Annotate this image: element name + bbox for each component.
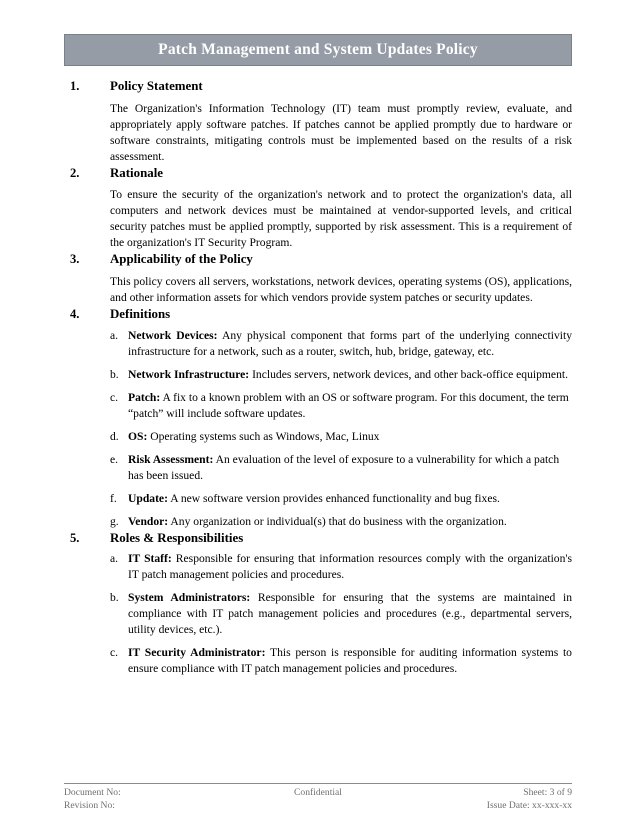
section-applicability <box>0 251 640 306</box>
section-heading <box>0 165 640 182</box>
section-number: 3. <box>70 252 80 267</box>
list-item-desc: Operating systems such as Windows, Mac, Linux <box>147 429 380 443</box>
list-item-desc: Responsible for ensuring that the systems are maintained in compliance with IT patch management policies and procedures (e.g., departmental servers, utility devices, etc.). <box>128 591 573 637</box>
list-item-desc: This person is responsible for auditing information systems to ensure compliance with IT patch management policies and procedures. <box>128 646 572 676</box>
footer-row-bottom <box>64 800 572 813</box>
section-heading <box>0 251 640 268</box>
list-item-text <box>128 645 572 677</box>
list-item-text <box>128 514 572 530</box>
footer-revision-no: Revision No: <box>64 799 115 811</box>
footer-issue-date: Issue Date: xx-xxx-xx <box>486 799 573 811</box>
list-item <box>110 328 572 360</box>
document-title-banner <box>64 34 572 66</box>
page-title: Patch Management and System Updates Policy <box>158 41 478 59</box>
list-item-term: IT Security Administrator: <box>128 646 266 660</box>
list-item-desc: An evaluation of the level of exposure to a vulnerability for which a patch has been issued. <box>128 452 560 482</box>
section-title: Roles & Responsibilities <box>110 530 244 545</box>
list-item-letter: d. <box>110 429 119 443</box>
list-item <box>110 645 572 677</box>
list-item-term: Vendor: <box>128 514 169 528</box>
section-policy-statement <box>0 78 640 165</box>
list-item-term: Network Infrastructure: <box>128 367 250 381</box>
list-item-text <box>128 328 572 360</box>
section-title: Rationale <box>110 165 163 180</box>
list-item-letter: a. <box>110 552 119 566</box>
section-title: Definitions <box>110 307 171 322</box>
list-item-desc: A new software version provides enhanced functionality and bug fixes. <box>167 491 500 505</box>
list-item-term: System Administrators: <box>128 591 251 605</box>
list-item-term: Network Devices: <box>128 328 218 342</box>
list-item <box>110 390 572 422</box>
list-item-letter: b. <box>110 591 119 605</box>
list-item-term: Update: <box>128 491 168 505</box>
list-item-text <box>128 429 572 445</box>
section-heading <box>0 306 640 323</box>
section-definitions <box>0 306 640 530</box>
footer-sheet-number: Sheet: 3 of 9 <box>523 787 573 798</box>
list-item-letter: c. <box>110 390 119 404</box>
list-item-text <box>128 590 572 638</box>
list-item-letter: a. <box>110 328 119 342</box>
list-item-text <box>128 367 572 383</box>
list-item-letter: f. <box>110 491 117 505</box>
list-item-letter: c. <box>110 646 119 660</box>
list-item <box>110 514 572 530</box>
definitions-list <box>110 328 572 530</box>
list-item-term: IT Staff: <box>128 552 172 566</box>
list-item <box>110 551 572 583</box>
list-item-text <box>128 551 572 583</box>
list-item-letter: g. <box>110 514 119 528</box>
list-item-desc: Responsible for ensuring that information resources comply with the organization's IT patch management policies and procedures. <box>128 552 572 582</box>
list-item-desc: Any physical component that forms part of the underlying connectivity infrastructure for a network, such as a router, switch, hub, bridge, gateway, etc. <box>128 328 572 358</box>
section-heading <box>0 78 640 95</box>
list-item-term: OS: <box>128 429 148 443</box>
section-title: Applicability of the Policy <box>110 252 253 267</box>
section-number: 1. <box>70 79 80 93</box>
list-item-desc: Any organization or individual(s) that do business with the organization. <box>168 514 507 528</box>
section-title: Policy Statement <box>110 79 203 93</box>
list-item-desc: Includes servers, network devices, and other back-office equipment. <box>249 367 568 381</box>
section-number: 4. <box>70 307 80 322</box>
list-item-letter: b. <box>110 367 119 381</box>
section-roles-responsibilities <box>0 530 640 678</box>
page-footer <box>64 783 572 813</box>
roles-list <box>110 551 572 677</box>
list-item-text <box>128 390 572 422</box>
section-body: The Organization's Information Technology (IT) team must promptly review, evaluate, and appropriately apply software patches. If patches cannot be applied promptly due to hardware or software constraints, mitigating controls must be implemented based on the results of a risk assessment. <box>110 101 572 163</box>
footer-center-spacer <box>232 800 405 813</box>
list-item-term: Risk Assessment: <box>128 452 214 466</box>
footer-row-top <box>64 787 572 800</box>
section-heading <box>0 530 640 547</box>
list-item-text <box>128 452 572 484</box>
list-item <box>110 491 572 507</box>
list-item <box>110 367 572 383</box>
section-body: This policy covers all servers, workstations, network devices, operating systems (OS), applications, and other information assets for which vendors provide system patches or security updates. <box>110 275 572 305</box>
list-item-text <box>128 491 572 507</box>
list-item <box>110 590 572 638</box>
list-item-letter: e. <box>110 452 119 466</box>
list-item <box>110 429 572 445</box>
section-number: 2. <box>70 165 80 180</box>
list-item-desc: A fix to a known problem with an OS or software program. For this document, the term “patch” will include software updates. <box>128 390 569 420</box>
document-content <box>0 78 640 677</box>
list-item-term: Patch: <box>128 390 161 404</box>
section-number: 5. <box>70 530 80 545</box>
footer-document-no: Document No: <box>64 787 121 798</box>
list-item <box>110 452 572 484</box>
footer-confidential: Confidential <box>294 787 342 798</box>
section-body: To ensure the security of the organization's network and to protect the organization's data, all computers and network devices must be maintained at vendor-supported levels, and critical security patches must be applied promptly, supported by risk assessment. This is a requirement of the organization's IT Security Program. <box>110 188 572 250</box>
section-rationale <box>0 165 640 252</box>
